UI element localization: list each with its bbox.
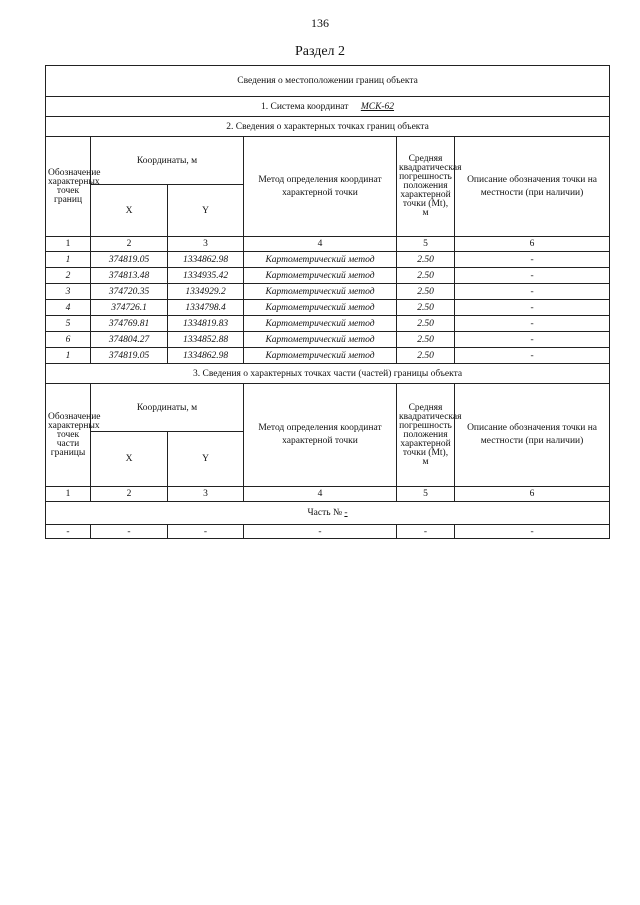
cell-id: 4 [46, 300, 91, 316]
table-row [46, 284, 610, 300]
block3-title: 3. Сведения о характерных точках части (частей) границы объекта [46, 364, 610, 384]
cell-id: 1 [46, 252, 91, 268]
cell-id: 6 [46, 332, 91, 348]
cell-desc: - [455, 332, 610, 348]
header-x: X [91, 432, 168, 487]
table-row [46, 300, 610, 316]
cell-method: Картометрический метод [244, 316, 397, 332]
cell-x: 374819.05 [91, 348, 168, 364]
header-description: Описание обозначения точки на местности (при наличии) [455, 137, 610, 237]
section-title: Раздел 2 [294, 44, 346, 59]
table-row [46, 268, 610, 284]
cell: 5 [397, 487, 455, 502]
cell-y: 1334935.42 [168, 268, 244, 284]
cell-desc: - [455, 268, 610, 284]
cell-id: 3 [46, 284, 91, 300]
cell-desc: - [455, 316, 610, 332]
block2-title: 2. Сведения о характерных точках границ объекта [46, 117, 610, 137]
cell-id: 1 [46, 348, 91, 364]
cell-y: 1334819.83 [168, 316, 244, 332]
cell: 5 [397, 237, 455, 252]
cell-mt: 2.50 [397, 284, 455, 300]
column-numbers-row [46, 237, 610, 252]
cell-id: 5 [46, 316, 91, 332]
part-value: - [344, 508, 348, 518]
cell-x: 374804.27 [91, 332, 168, 348]
header-point-label: Обозначение характерных точек части границы [46, 384, 91, 487]
header-description: Описание обозначения точки на местности (при наличии) [455, 384, 610, 487]
header-x: X [91, 185, 168, 237]
cell: - [455, 525, 610, 539]
cell-mt: 2.50 [397, 252, 455, 268]
cell-method: Картометрический метод [244, 300, 397, 316]
header-point-label: Обозначение характерных точек границ [46, 137, 91, 237]
part-data-row [46, 525, 610, 539]
cell-mt: 2.50 [397, 348, 455, 364]
header-y: Y [168, 432, 244, 487]
cell: - [91, 525, 168, 539]
cell-mt: 2.50 [397, 332, 455, 348]
header-accuracy: Средняя квадратическая погрешность положения характерной точки (Mt), м [397, 137, 455, 237]
cell: 3 [168, 237, 244, 252]
header-accuracy: Средняя квадратическая погрешность положения характерной точки (Mt), м [397, 384, 455, 487]
cell-id: 2 [46, 268, 91, 284]
coord-system-row [46, 97, 610, 117]
cell: 1 [46, 237, 91, 252]
header-method: Метод определения координат характерной точки [244, 384, 397, 487]
cell: 3 [168, 487, 244, 502]
cell-x: 374720.35 [91, 284, 168, 300]
table-row [46, 332, 610, 348]
cell: 4 [244, 237, 397, 252]
cell-desc: - [455, 252, 610, 268]
table-row [46, 316, 610, 332]
coord-system-label: 1. Система координат [261, 101, 349, 112]
cell-y: 1334929.2 [168, 284, 244, 300]
cell-x: 374819.05 [91, 252, 168, 268]
cell: 6 [455, 487, 610, 502]
header-coords: Координаты, м [91, 137, 244, 185]
cell: 2 [91, 487, 168, 502]
cell-method: Картометрический метод [244, 332, 397, 348]
cell-method: Картометрический метод [244, 268, 397, 284]
cell: - [168, 525, 244, 539]
cell: 6 [455, 237, 610, 252]
main-heading: Сведения о местоположении границ объекта [46, 66, 610, 97]
cell-y: 1334862.98 [168, 348, 244, 364]
cell-mt: 2.50 [397, 316, 455, 332]
cell-method: Картометрический метод [244, 252, 397, 268]
cell-method: Картометрический метод [244, 284, 397, 300]
cell: - [244, 525, 397, 539]
table-row [46, 252, 610, 268]
table-row [46, 348, 610, 364]
cell: 2 [91, 237, 168, 252]
cell-desc: - [455, 300, 610, 316]
cell-y: 1334862.98 [168, 252, 244, 268]
cell-x: 374769.81 [91, 316, 168, 332]
page-number: 136 [311, 16, 329, 30]
coord-system-value: МСК-62 [360, 101, 395, 112]
cell: - [397, 525, 455, 539]
cell: 4 [244, 487, 397, 502]
cell-desc: - [455, 284, 610, 300]
cell-x: 374813.48 [91, 268, 168, 284]
part-row [46, 502, 610, 525]
cell: 1 [46, 487, 91, 502]
boundaries-table [45, 65, 610, 539]
cell-desc: - [455, 348, 610, 364]
header-method: Метод определения координат характерной точки [244, 137, 397, 237]
cell-y: 1334852.88 [168, 332, 244, 348]
cell-mt: 2.50 [397, 300, 455, 316]
cell-y: 1334798.4 [168, 300, 244, 316]
cell: - [46, 525, 91, 539]
cell-x: 374726.1 [91, 300, 168, 316]
header-coords: Координаты, м [91, 384, 244, 432]
column-numbers-row [46, 487, 610, 502]
cell-method: Картометрический метод [244, 348, 397, 364]
header-y: Y [168, 185, 244, 237]
part-label: Часть № [307, 508, 343, 518]
cell-mt: 2.50 [397, 268, 455, 284]
